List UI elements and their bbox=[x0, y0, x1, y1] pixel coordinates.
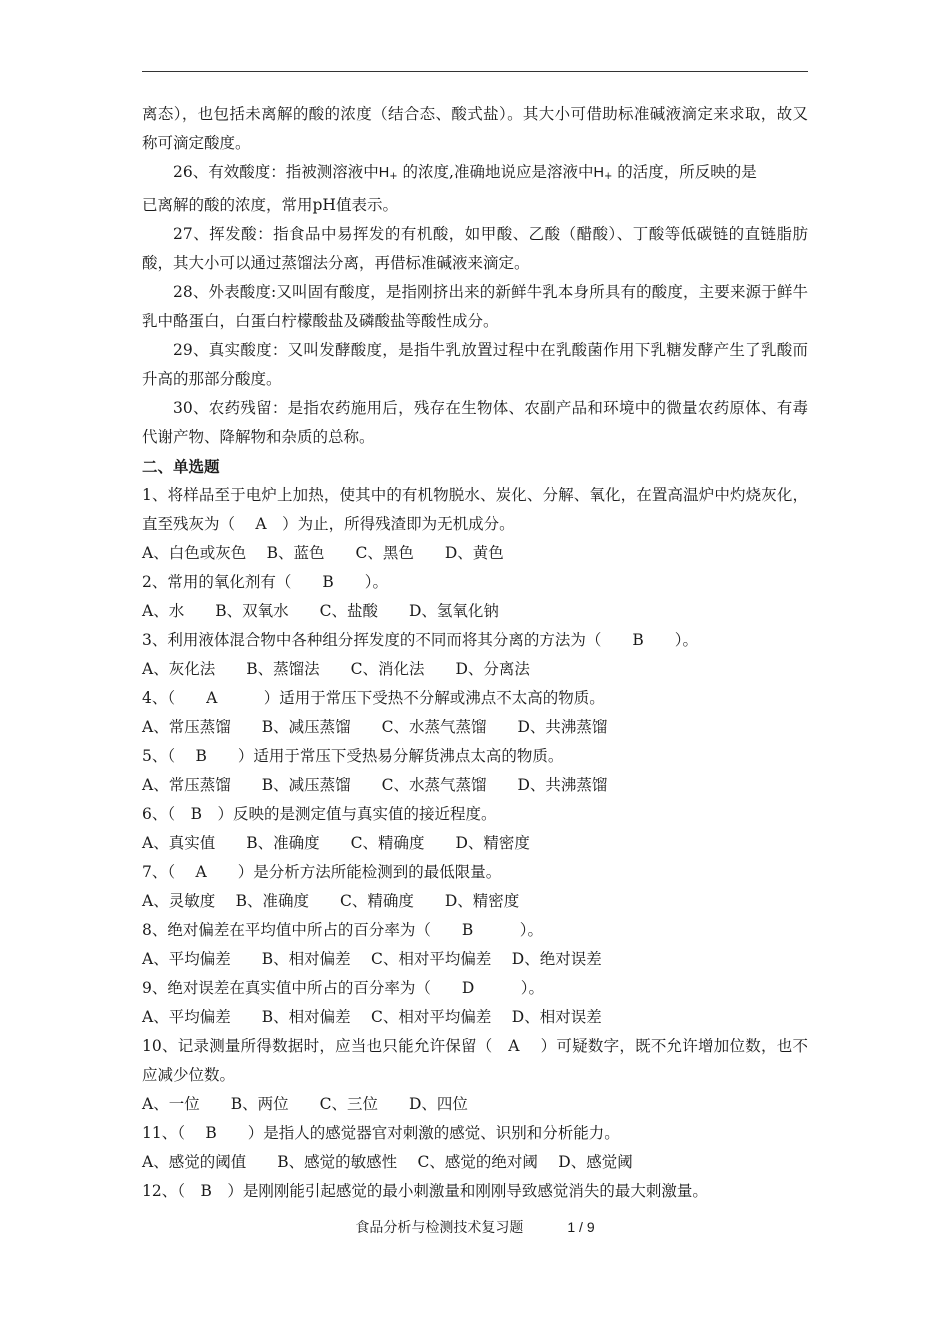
question-stem: 12、（ B ）是刚刚能引起感觉的最小刺激量和刚刚导致感觉消失的最大刺激量。 bbox=[142, 1182, 708, 1200]
question-stem: 11、（ B ）是指人的感觉器官对刺激的感觉、识别和分析能力。 bbox=[142, 1124, 620, 1142]
question-stem: 5、（ B ）适用于常压下受热易分解货沸点太高的物质。 bbox=[142, 747, 564, 765]
paragraph-25-cont: 离态），也包括未离解的酸的浓度（结合态、酸式盐）。其大小可借助标准碱液滴定来求取，故又称可滴定酸度。 bbox=[142, 105, 808, 152]
question-stem: 8、绝对偏差在平均值中所占的百分率为（ B ）。 bbox=[142, 921, 544, 939]
question-stem: 7、（ A ）是分析方法所能检测到的最低限量。 bbox=[142, 863, 502, 881]
question-options: A、平均偏差 B、相对偏差 C、相对平均偏差 D、相对误差 bbox=[142, 1008, 602, 1026]
paragraph-29: 29、真实酸度：又叫发酵酸度，是指牛乳放置过程中在乳酸菌作用下乳糖发酵产生了乳酸而升高的那部分酸度。 bbox=[142, 341, 808, 388]
question-stem: 1、将样品至于电炉上加热，使其中的有机物脱水、炭化、分解、氧化，在置高温炉中灼烧灰化，直至残灰为（ A ）为止，所得残渣即为无机成分。 bbox=[142, 486, 808, 533]
question-stem: 10、记录测量所得数据时，应当也只能允许保留（ A ）可疑数字，既不允许增加位数，也不应减少位数。 bbox=[142, 1037, 808, 1084]
paragraph-30: 30、农药残留：是指农药施用后，残存在生物体、农副产品和环境中的微量农药原体、有毒代谢产物、降解物和杂质的总称。 bbox=[142, 399, 808, 446]
question-options: A、灵敏度 B、准确度 C、精确度 D、精密度 bbox=[142, 892, 520, 910]
question-stem: 3、利用液体混合物中各种组分挥发度的不同而将其分离的方法为（ B ）。 bbox=[142, 631, 699, 649]
question-options: A、常压蒸馏 B、减压蒸馏 C、水蒸气蒸馏 D、共沸蒸馏 bbox=[142, 776, 608, 794]
footer-title: 食品分析与检测技术复习题 bbox=[355, 1220, 524, 1236]
header-rule bbox=[142, 71, 808, 72]
question-options: A、一位 B、两位 C、三位 D、四位 bbox=[142, 1095, 468, 1113]
page-body bbox=[142, 100, 808, 1206]
question-stem: 9、绝对误差在真实值中所占的百分率为（ D ）。 bbox=[142, 979, 545, 997]
question-stem: 2、常用的氧化剂有（ B ）。 bbox=[142, 573, 389, 591]
question-list bbox=[142, 481, 808, 1206]
paragraph-27: 27、挥发酸：指食品中易挥发的有机酸，如甲酸、乙酸（醋酸）、丁酸等低碳链的直链脂肪酸，其大小可以通过蒸馏法分离，再借标准碱液来滴定。 bbox=[142, 225, 808, 272]
question-options: A、感觉的阈值 B、感觉的敏感性 C、感觉的绝对阈 D、感觉阈 bbox=[142, 1153, 633, 1171]
question-stem: 4、（ A ）适用于常压下受热不分解或沸点不太高的物质。 bbox=[142, 689, 605, 707]
paragraph-26-cont: 已离解的酸的浓度，常用pH值表示。 bbox=[142, 196, 398, 214]
question-options: A、灰化法 B、蒸馏法 C、消化法 D、分离法 bbox=[142, 660, 530, 678]
page-footer bbox=[0, 1217, 950, 1237]
question-options: A、平均偏差 B、相对偏差 C、相对平均偏差 D、绝对误差 bbox=[142, 950, 602, 968]
question-options: A、白色或灰色 B、蓝色 C、黑色 D、黄色 bbox=[142, 544, 504, 562]
question-options: A、真实值 B、准确度 C、精确度 D、精密度 bbox=[142, 834, 530, 852]
question-stem: 6、（ B ）反映的是测定值与真实值的接近程度。 bbox=[142, 805, 497, 823]
paragraph-28: 28、外表酸度:又叫固有酸度，是指刚挤出来的新鲜牛乳本身所具有的酸度，主要来源于鲜牛乳中酪蛋白，白蛋白柠檬酸盐及磷酸盐等酸性成分。 bbox=[142, 283, 808, 330]
paragraph-26: 26、有效酸度：指被测溶液中$H_+$ 的浓度,准确地说应是溶液中$H_+$ 的活度，所反映的是 bbox=[173, 163, 757, 182]
question-options: A、水 B、双氧水 C、盐酸 D、氢氧化钠 bbox=[142, 602, 499, 620]
question-options: A、常压蒸馏 B、减压蒸馏 C、水蒸气蒸馏 D、共沸蒸馏 bbox=[142, 718, 608, 736]
section-heading: 二、单选题 bbox=[142, 457, 220, 476]
page-number: 1 / 9 bbox=[567, 1219, 595, 1235]
